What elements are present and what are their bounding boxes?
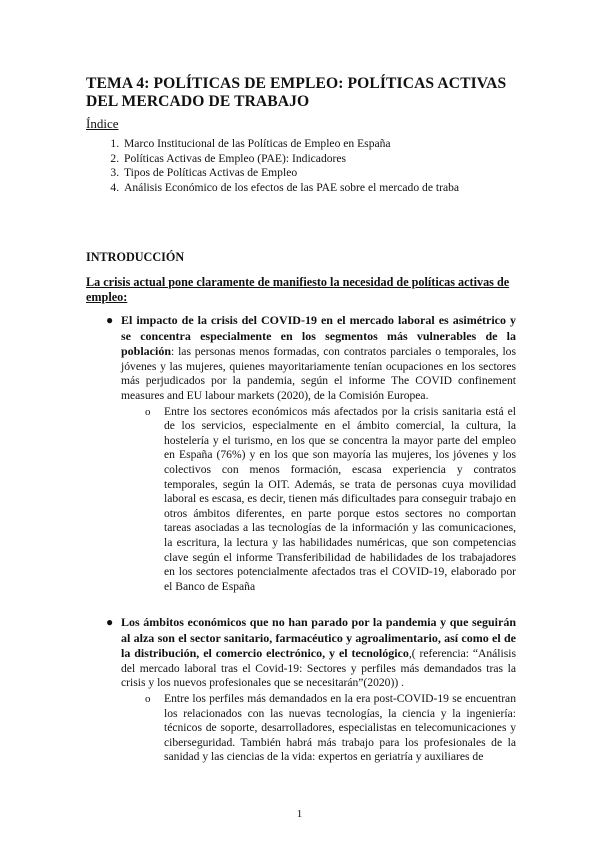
intro-heading: INTRODUCCIÓN — [86, 250, 185, 264]
lead-paragraph: La crisis actual pone claramente de manifiesto la necesidad de políticas activas de empleo: — [86, 275, 510, 304]
index-item: 2. Políticas Activas de Empleo (PAE): Indicadores — [122, 152, 552, 167]
bullet-body-text: : las personas menos formadas, con contratos parciales o temporales, los jóvenes y las mujeres, quienes mayoritariamente tenían ocupaciones en los sectores más perjudicados por la pandemia, según el informe The COVID confinement measures and EU labour markets (2020), de la Comisión Europea. — [121, 345, 516, 402]
index-list — [86, 137, 552, 195]
sub-bullet-icon: o — [145, 692, 151, 705]
index-item: 1. Marco Institucional de las Políticas de Empleo en España — [122, 137, 552, 152]
index-item: 3. Tipos de Políticas Activas de Empleo — [122, 166, 552, 181]
bullet-icon: ● — [106, 615, 114, 629]
sub-bullet-text: Entre los perfiles más demandados en la era post-COVID-19 se encuentran los relacionados con las nuevas tecnologías, la ciencia y la ingeniería: técnicos de soporte, desarrolladores, especialistas en telecomunicaciones y ciberseguridad. También habrá más trabajo para los profesionales de la sanidad y las ciencias de la vida: expertos en geriatría y auxiliares de — [164, 691, 516, 764]
bullet-bold-text: Los ámbitos económicos que no han parado por la pandemia y que seguirán al alza son el sector sanitario, farmacéutico y agroalimentario, así como el de la distribución, el comercio electrónico, y el tecnológico — [121, 615, 516, 661]
index-heading: Índice — [86, 116, 119, 131]
bullet-paragraph — [121, 615, 516, 691]
page-number: 1 — [296, 808, 303, 820]
bullet-item-covid-impact — [86, 313, 516, 594]
document-title: TEMA 4: POLÍTICAS DE EMPLEO: POLÍTICAS ACTIVAS DEL MERCADO DE TRABAJO — [86, 75, 507, 110]
bullet-paragraph — [121, 313, 516, 404]
sub-bullet-icon: o — [145, 405, 151, 418]
bullet-icon: ● — [106, 313, 114, 327]
sub-bullet-text: Entre los sectores económicos más afectados por la crisis sanitaria está el de los servicios, especialmente en el ámbito comercial, la cultura, la hostelería y el turismo, en los que se concentra la mayor parte del empleo en España (76%) y en los que son mayoría las mujeres, los jóvenes y los colectivos con menos formación, escasa experiencia y contratos temporales, según la OIT. Además, se trata de personas cuya movilidad laboral es escasa, es decir, tienen más dificultades para conseguir trabajo en otros ámbitos diferentes, en parte porque estos sectores no comportan tareas asociadas a las tecnologías de la información y las comunicaciones, la escritura, la lectura y las habilidades numéricas, que son competencias clave según el informe Transferibilidad de habilidades de los trabajadores en los sectores potencialmente afectados tras el COVID-19, elaborado por el Banco de España — [164, 404, 516, 593]
bullet-body-text: ,( referencia: “Análisis del mercado laboral tras el Covid-19: Sectores y perfiles más demandados tras la crisis y los nuevos profesionales que se necesitarán”(2020)) . — [121, 647, 516, 690]
index-item: 4. Análisis Económico de los efectos de las PAE sobre el mercado de traba — [122, 181, 552, 196]
sub-bullet-item — [121, 692, 516, 765]
bullet-item-growth-sectors — [86, 615, 516, 765]
bullet-bold-text: El impacto de la crisis del COVID-19 en el mercado laboral es asimétrico y se concentra especialmente en los segmentos más vulnerables de la población — [121, 313, 516, 359]
sub-bullet-item — [121, 405, 516, 595]
